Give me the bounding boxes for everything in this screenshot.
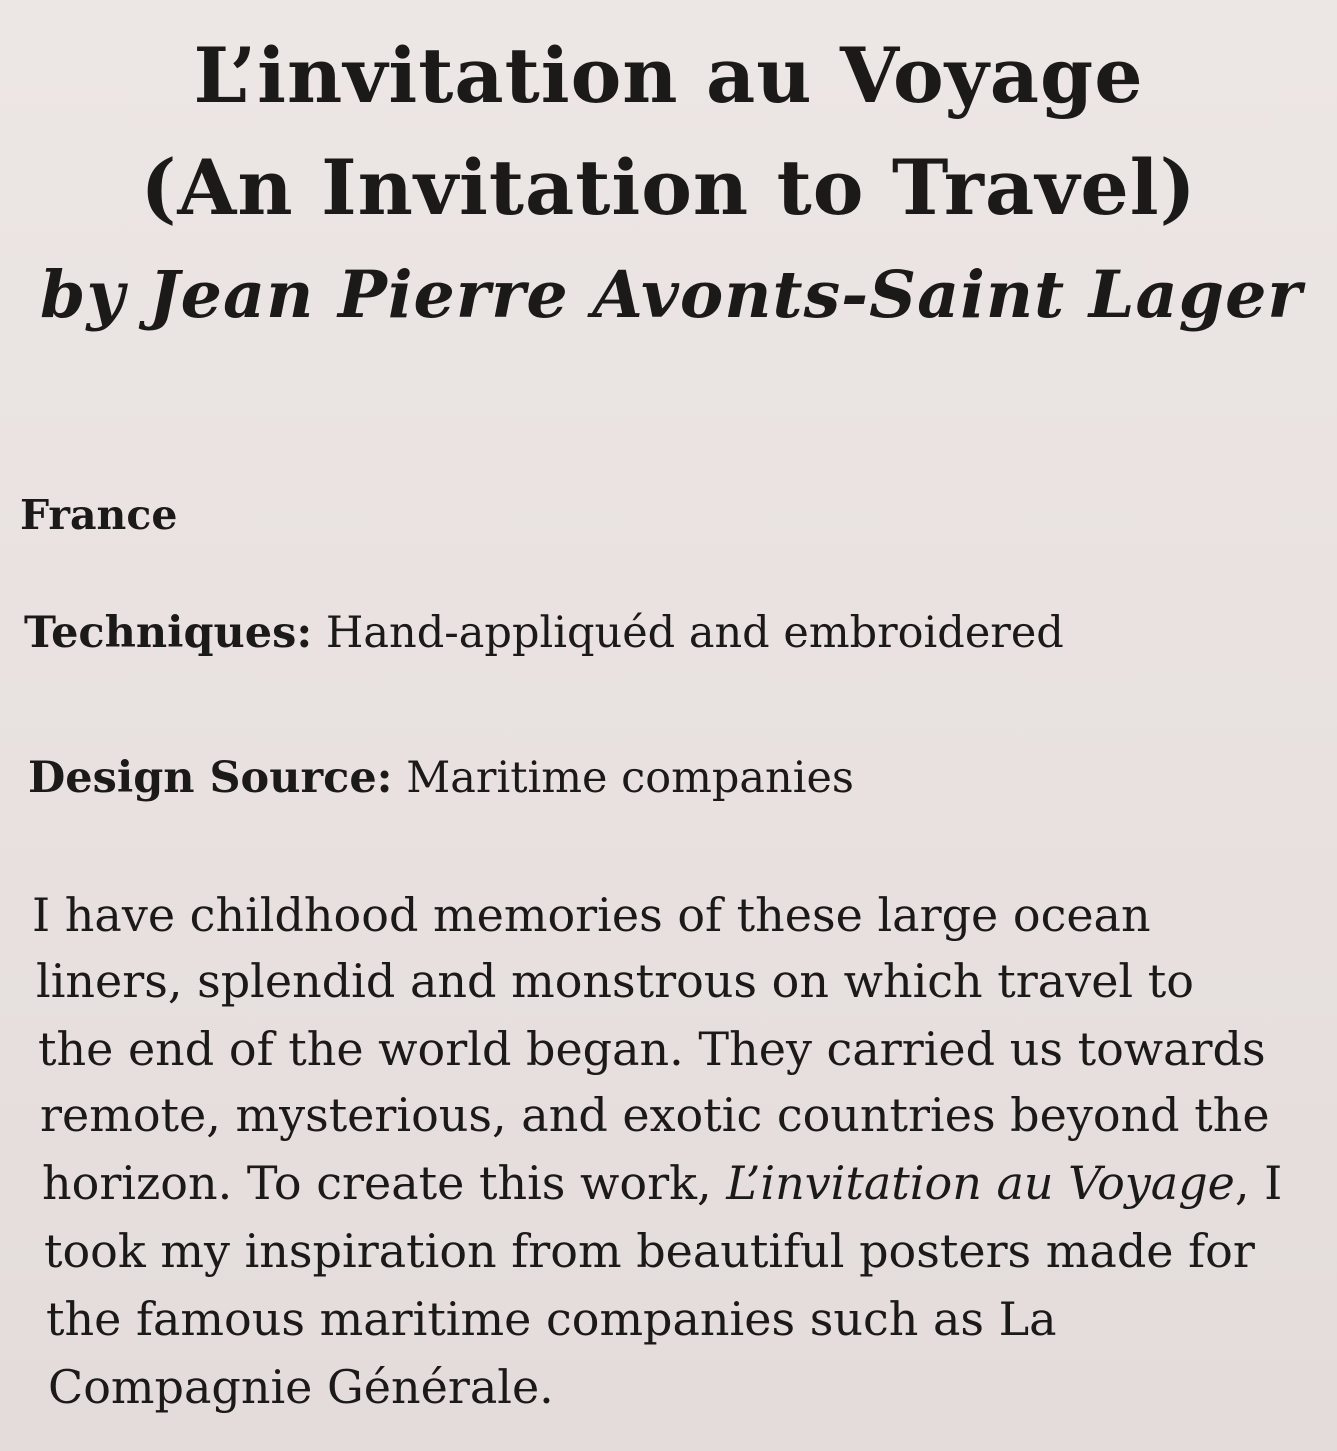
design-source-value: Maritime companies	[392, 753, 854, 803]
description-line-6: took my inspiration from beautiful posters made for	[44, 1224, 1255, 1278]
title-line-2: (An Invitation to Travel)	[140, 143, 1197, 232]
work-title-italic: L’invitation au Voyage	[726, 1156, 1235, 1210]
description-line-1: I have childhood memories of these large ocean	[32, 888, 1151, 942]
description-line-2: liners, splendid and monstrous on which travel to	[36, 954, 1194, 1008]
description-line-5-start: horizon. To create this work,	[42, 1156, 727, 1210]
techniques-label: Techniques:	[24, 608, 313, 658]
description-line-5	[42, 1156, 1283, 1210]
artist-byline: by Jean Pierre Avonts-Saint Lager	[40, 257, 1303, 333]
description-line-5-end: , I	[1234, 1156, 1283, 1210]
description-line-3: the end of the world began. They carried us towards	[38, 1022, 1266, 1076]
design-source-field	[28, 753, 854, 803]
description-line-7: the famous maritime companies such as La	[46, 1292, 1057, 1346]
design-source-label: Design Source:	[28, 753, 393, 803]
description-line-4: remote, mysterious, and exotic countries beyond the	[40, 1088, 1270, 1142]
techniques-field	[24, 608, 1064, 658]
country: France	[20, 491, 178, 539]
description-line-8: Compagnie Générale.	[48, 1360, 554, 1414]
title-line-1: L’invitation au Voyage	[193, 31, 1144, 120]
techniques-value: Hand-appliquéd and embroidered	[312, 608, 1064, 658]
